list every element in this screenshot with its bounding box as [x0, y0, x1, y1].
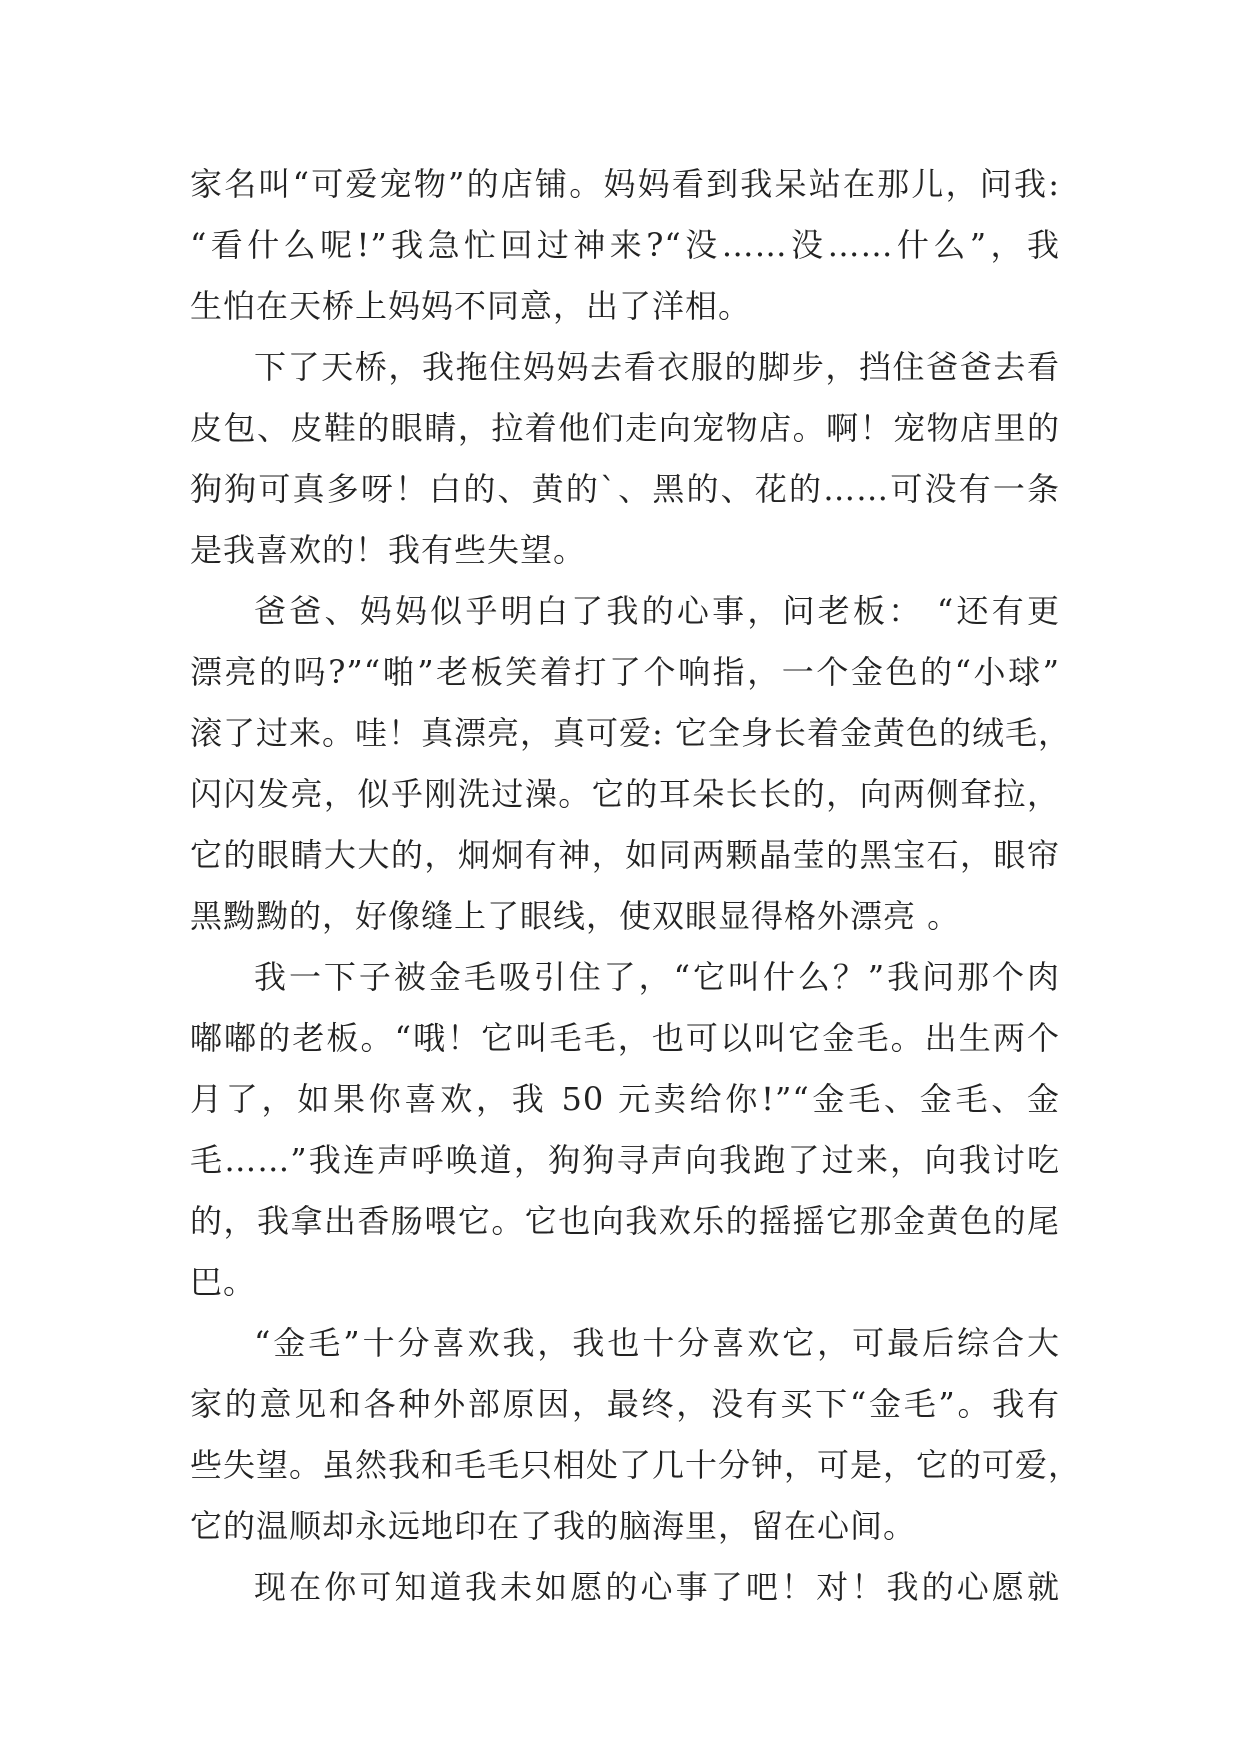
text-line: 些失望。虽然我和毛毛只相处了几十分钟，可是，它的可爱，: [190, 1446, 1082, 1484]
text-line: 毛……”我连声呼唤道，狗狗寻声向我跑了过来，向我讨吃: [190, 1141, 1060, 1179]
text-line: 的，我拿出香肠喂它。它也向我欢乐的摇摇它那金黄色的尾: [190, 1202, 1060, 1240]
text-line: 它的眼睛大大的，炯炯有神，如同两颗晶莹的黑宝石，眼帘: [190, 836, 1060, 874]
text-line: 巴。: [190, 1263, 257, 1301]
text-line: 闪闪发亮，似乎刚洗过澡。它的耳朵长长的，向两侧耷拉，: [190, 775, 1060, 813]
text-line: 家名叫“可爱宠物”的店铺。妈妈看到我呆站在那儿，问我:: [190, 165, 1060, 203]
text-line: “金毛”十分喜欢我，我也十分喜欢它，可最后综合大: [254, 1324, 1060, 1362]
text-line: 家的意见和各种外部原因，最终，没有买下“金毛”。我有: [190, 1385, 1060, 1423]
text-line: 狗狗可真多呀！白的、黄的`、黑的、花的……可没有一条: [190, 470, 1060, 508]
text-line: 黑黝黝的，好像缝上了眼线，使双眼显得格外漂亮 。: [190, 897, 961, 935]
text-line: 它的温顺却永远地印在了我的脑海里，留在心间。: [190, 1507, 917, 1545]
text-line: 我一下子被金毛吸引住了，“它叫什么？”我问那个肉: [254, 958, 1060, 996]
text-line: 现在你可知道我未如愿的心事了吧！对！我的心愿就: [254, 1568, 1060, 1606]
text-line: 月了，如果你喜欢，我 50 元卖给你!”“金毛、金毛、金: [190, 1080, 1060, 1118]
text-line: “看什么呢!”我急忙回过神来?“没……没……什么”，我: [190, 226, 1060, 264]
text-line: 是我喜欢的！我有些失望。: [190, 531, 587, 569]
text-line: 生怕在天桥上妈妈不同意，出了洋相。: [190, 287, 752, 325]
text-line: 爸爸、妈妈似乎明白了我的心事，问老板： “还有更: [254, 592, 1060, 630]
document-body: [190, 154, 1082, 1618]
text-line: 滚了过来。哇！真漂亮，真可爱: 它全身长着金黄色的绒毛，: [190, 714, 1071, 752]
text-line: 皮包、皮鞋的眼睛，拉着他们走向宠物店。啊！宠物店里的: [190, 409, 1060, 447]
text-line: 下了天桥，我拖住妈妈去看衣服的脚步，挡住爸爸去看: [254, 348, 1060, 386]
text-line: 嘟嘟的老板。“哦！它叫毛毛，也可以叫它金毛。出生两个: [190, 1019, 1060, 1057]
text-line: 漂亮的吗?”“啪”老板笑着打了个响指，一个金色的“小球”: [190, 653, 1060, 691]
